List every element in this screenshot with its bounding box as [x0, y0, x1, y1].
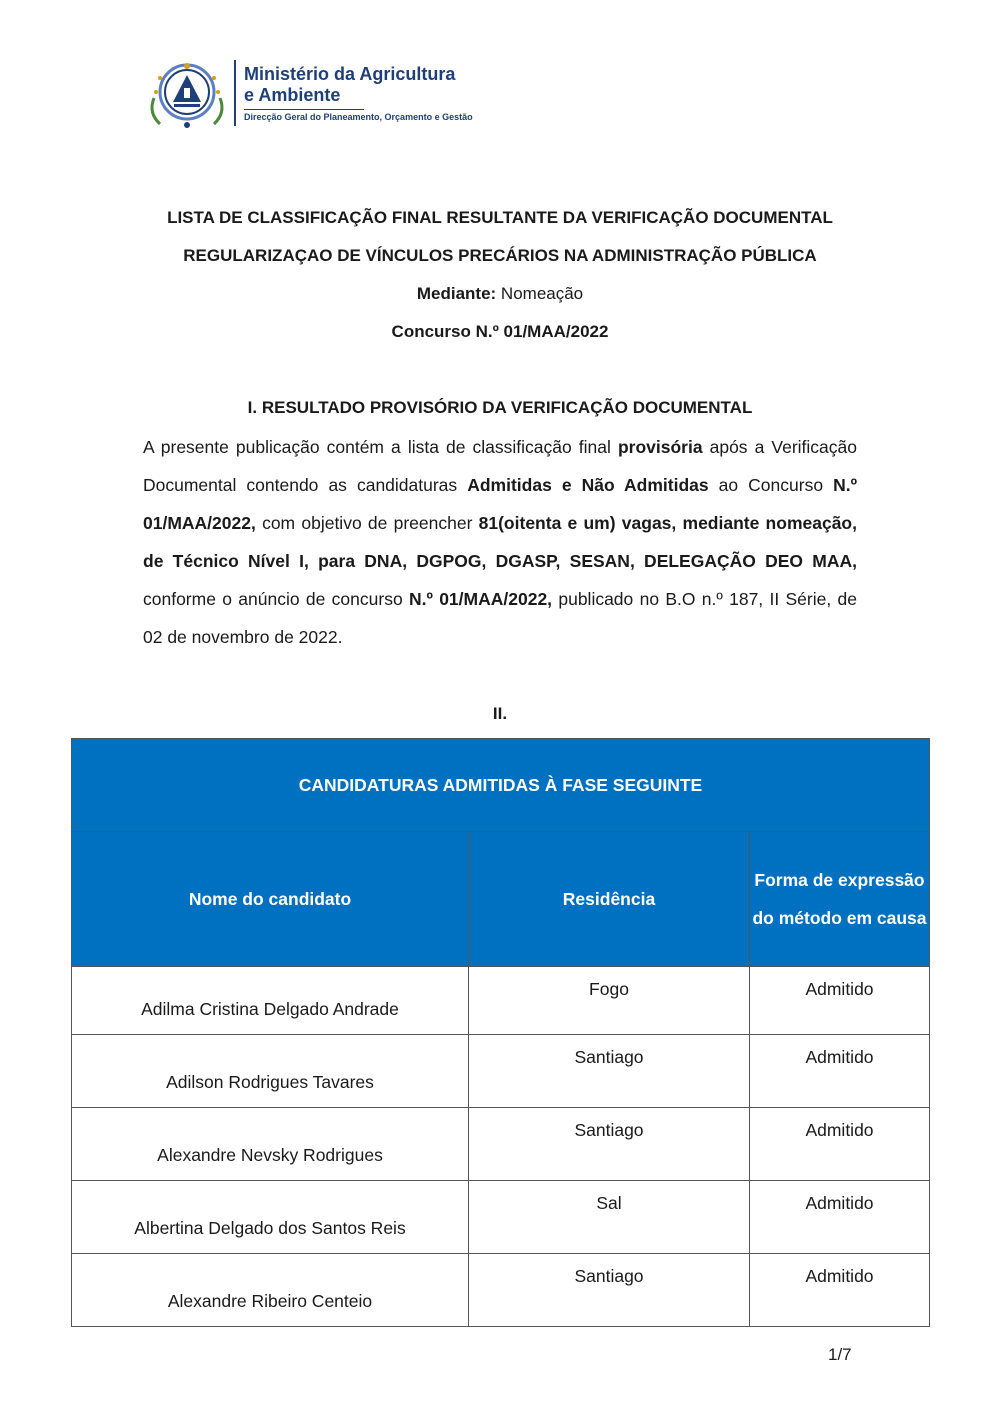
direction-name: Direcção Geral do Planeamento, Orçamento e Gestão: [244, 112, 473, 122]
candidate-status: Admitido: [750, 1181, 930, 1254]
para-text-4: com objetivo de preencher: [255, 513, 479, 533]
table-row: [72, 1035, 930, 1108]
para-text-5: conforme o anúncio de concurso: [143, 589, 409, 609]
table-row: [72, 1254, 930, 1327]
candidate-name: Adilma Cristina Delgado Andrade: [72, 967, 469, 1035]
candidate-status: Admitido: [750, 1108, 930, 1181]
title-line2: REGULARIZAÇAO DE VÍNCULOS PRECÁRIOS NA ADMINISTRAÇÃO PÚBLICA: [183, 246, 817, 265]
para-text-6: publicado no B.O n.º 187, II Série, de 02 de novembro de 2022.: [143, 589, 857, 647]
candidates-table: [71, 738, 930, 1327]
concurso-number: Concurso N.º 01/MAA/2022: [391, 322, 609, 341]
mediante-value: Nomeação: [496, 284, 584, 303]
para-text-3: ao Concurso: [708, 475, 834, 495]
section1-heading: I. RESULTADO PROVISÓRIO DA VERIFICAÇÃO DOCUMENTAL: [247, 398, 753, 417]
candidate-residence: Santiago: [469, 1035, 750, 1108]
candidate-status: Admitido: [750, 1254, 930, 1327]
table-row: [72, 1181, 930, 1254]
candidate-name: Alexandre Nevsky Rodrigues: [72, 1108, 469, 1181]
title-line1: LISTA DE CLASSIFICAÇÃO FINAL RESULTANTE DA VERIFICAÇÃO DOCUMENTAL: [167, 208, 833, 227]
candidate-name: Albertina Delgado dos Santos Reis: [72, 1181, 469, 1254]
candidate-residence: Sal: [469, 1181, 750, 1254]
candidate-residence: Santiago: [469, 1254, 750, 1327]
table-title: CANDIDATURAS ADMITIDAS À FASE SEGUINTE: [72, 739, 930, 832]
para-bold-1: provisória: [617, 437, 703, 457]
candidate-status: Admitido: [750, 1035, 930, 1108]
section1-paragraph: [143, 428, 857, 656]
ministry-name: [244, 64, 455, 106]
ministry-line1: Ministério da Agricultura: [244, 64, 456, 84]
table-row: [72, 967, 930, 1035]
para-text-1: A presente publicação contém a lista de classificação final: [143, 437, 618, 457]
para-bold-3: N.º 01/MAA/2022,: [143, 475, 858, 533]
mediante-label: Mediante:: [416, 284, 497, 303]
page-number: 1/7: [828, 1345, 852, 1364]
candidate-name: Alexandre Ribeiro Centeio: [72, 1254, 469, 1327]
para-bold-4: 81(oitenta e um) vagas, mediante nomeação, de Técnico Nível I, para DNA, DGPOG, DGASP, SESAN, DELEGAÇÃO DEO MAA,: [143, 513, 857, 571]
document-header: [146, 58, 506, 130]
ministry-line2: e Ambiente: [244, 85, 341, 105]
candidate-residence: Santiago: [469, 1108, 750, 1181]
para-bold-2: Admitidas e Não Admitidas: [467, 475, 709, 495]
column-header-method: Forma de expressão do método em causa: [750, 832, 930, 967]
mediante-line: [70, 284, 930, 304]
section2-heading: II.: [492, 704, 508, 723]
candidate-residence: Fogo: [469, 967, 750, 1035]
candidate-status: Admitido: [750, 967, 930, 1035]
header-underline: [244, 109, 364, 110]
column-header-residence: Residência: [469, 832, 750, 967]
column-header-name: Nome do candidato: [72, 832, 469, 967]
coat-of-arms-logo: [146, 58, 228, 130]
header-divider: [234, 60, 236, 126]
table-row: [72, 1108, 930, 1181]
candidate-name: Adilson Rodrigues Tavares: [72, 1035, 469, 1108]
para-bold-5: N.º 01/MAA/2022,: [409, 589, 553, 609]
para-text-2: após a Verificação Documental contendo as candidaturas: [143, 437, 857, 495]
